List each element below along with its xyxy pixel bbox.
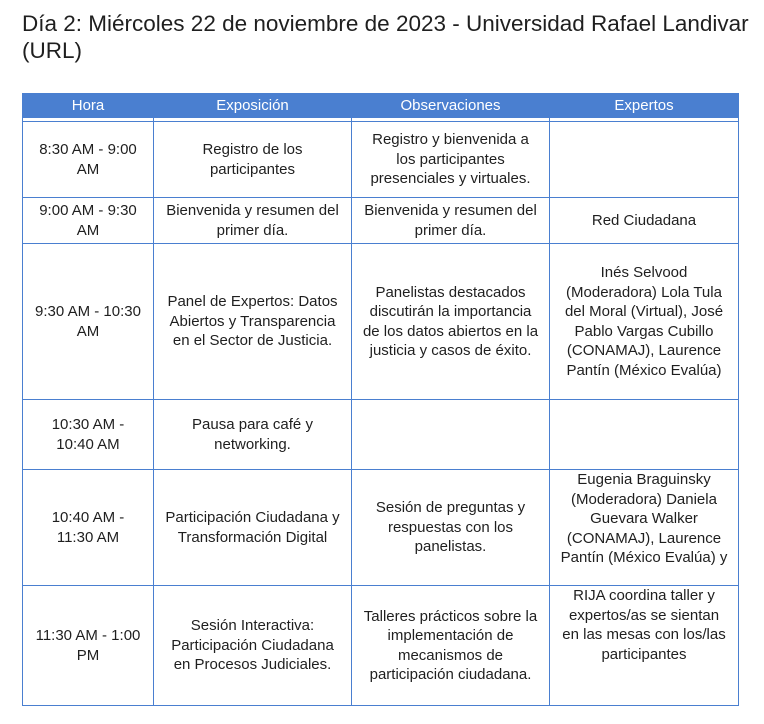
cell-observaciones: Registro y bienvenida a los participantes presenciales y virtuales. — [352, 122, 550, 198]
table-row — [23, 400, 739, 470]
cell-expertos: Eugenia Braguinsky (Moderadora) Daniela Guevara Walker (CONAMAJ), Laurence Pantín (México Evalúa) y — [550, 470, 739, 586]
cell-hora: 8:30 AM - 9:00 AM — [23, 122, 154, 198]
table-row — [23, 122, 739, 198]
cell-exposicion: Panel de Expertos: Datos Abiertos y Transparencia en el Sector de Justicia. — [154, 244, 352, 400]
cell-hora: 10:30 AM - 10:40 AM — [23, 400, 154, 470]
cell-expertos — [550, 400, 739, 470]
cell-expertos: RIJA coordina taller y expertos/as se sientan en las mesas con los/las participantes — [550, 586, 739, 706]
cell-exposicion: Participación Ciudadana y Transformación Digital — [154, 470, 352, 586]
header-hora: Hora — [23, 94, 154, 118]
cell-exposicion: Registro de los participantes — [154, 122, 352, 198]
cell-hora: 9:00 AM - 9:30 AM — [23, 198, 154, 244]
table-row — [23, 244, 739, 400]
cell-exposicion: Pausa para café y networking. — [154, 400, 352, 470]
cell-expertos: Inés Selvood (Moderadora) Lola Tula del Moral (Virtual), José Pablo Vargas Cubillo (CONAMAJ), Laurence Pantín (México Evalúa) — [550, 244, 739, 400]
table-row — [23, 586, 739, 706]
agenda-table — [22, 93, 739, 706]
table-header-row — [23, 94, 739, 118]
cell-expertos — [550, 122, 739, 198]
cell-observaciones: Talleres prácticos sobre la implementación de mecanismos de participación ciudadana. — [352, 586, 550, 706]
cell-hora: 11:30 AM - 1:00 PM — [23, 586, 154, 706]
header-exposicion: Exposición — [154, 94, 352, 118]
cell-observaciones: Panelistas destacados discutirán la importancia de los datos abiertos en la justicia y casos de éxito. — [352, 244, 550, 400]
cell-observaciones — [352, 400, 550, 470]
cell-exposicion: Sesión Interactiva: Participación Ciudadana en Procesos Judiciales. — [154, 586, 352, 706]
cell-observaciones: Bienvenida y resumen del primer día. — [352, 198, 550, 244]
table-row — [23, 470, 739, 586]
cell-observaciones: Sesión de preguntas y respuestas con los panelistas. — [352, 470, 550, 586]
page-title: Día 2: Miércoles 22 de noviembre de 2023 - Universidad Rafael Landivar (URL) — [22, 11, 749, 63]
header-expertos: Expertos — [550, 94, 739, 118]
header-observaciones: Observaciones — [352, 94, 550, 118]
cell-hora: 10:40 AM - 11:30 AM — [23, 470, 154, 586]
cell-exposicion: Bienvenida y resumen del primer día. — [154, 198, 352, 244]
table-row — [23, 198, 739, 244]
cell-hora: 9:30 AM - 10:30 AM — [23, 244, 154, 400]
cell-expertos: Red Ciudadana — [550, 198, 739, 244]
